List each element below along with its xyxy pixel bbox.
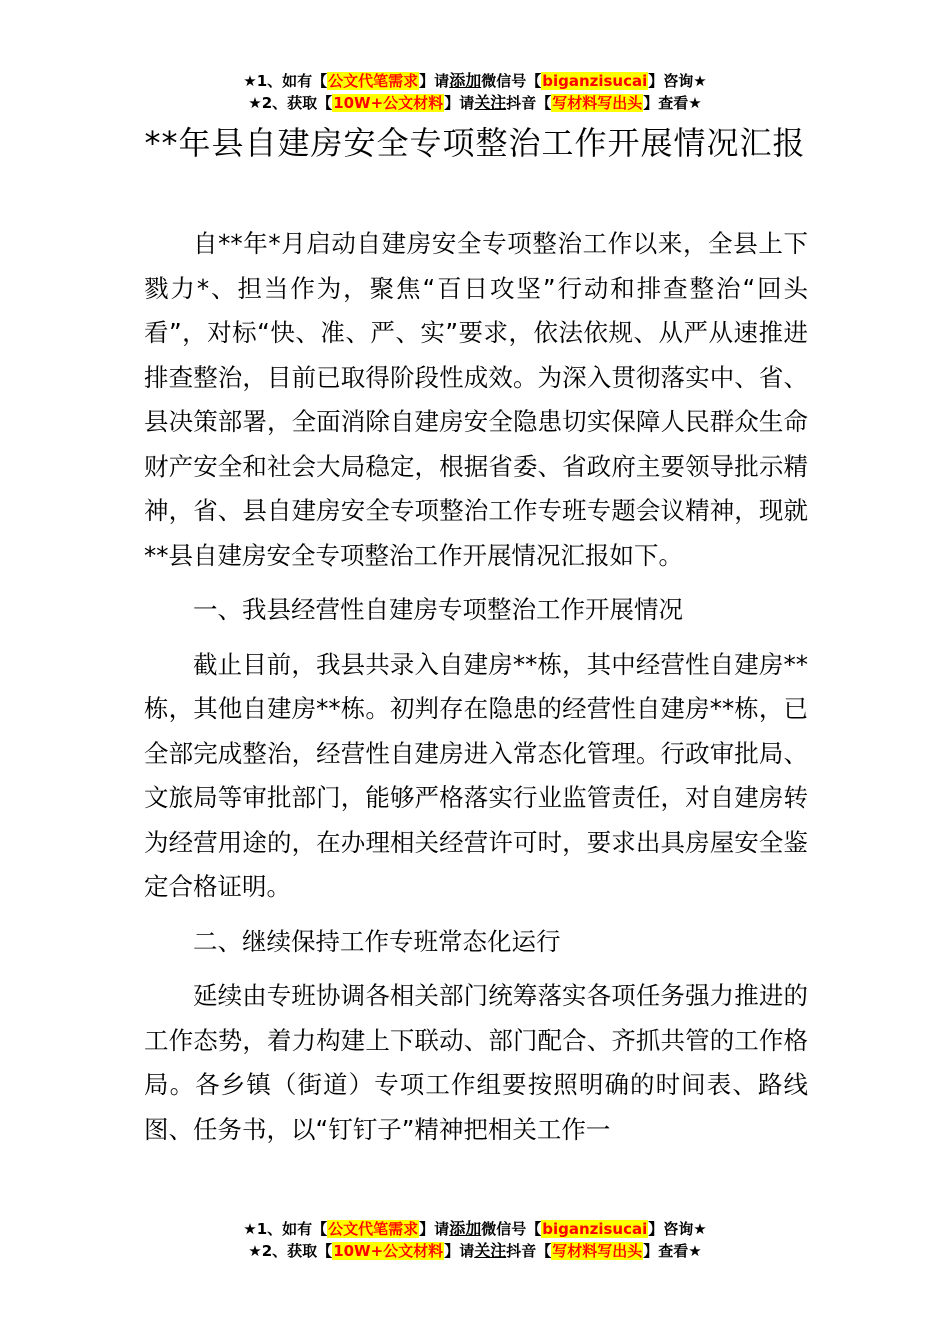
- document-title: **年县自建房安全专项整治工作开展情况汇报: [144, 124, 806, 162]
- highlight-wechat-id: biganzisucai: [542, 72, 648, 90]
- highlight-wechat-id: biganzisucai: [542, 1220, 648, 1238]
- banner-line-2: ★2、获取【10W+公文材料】请关注抖音【写材料写出头】查看★: [248, 93, 702, 112]
- highlight-materials: 10W+公文材料: [333, 1242, 444, 1260]
- highlight-douyin-account: 写材料写出头: [552, 94, 643, 112]
- bottom-banner: [0, 1218, 950, 1262]
- highlight-service: 公文代笔需求: [328, 72, 419, 90]
- section-heading-1: 一、我县经营性自建房专项整治工作开展情况: [193, 595, 683, 624]
- document-body: [144, 222, 808, 1162]
- highlight-douyin-account: 写材料写出头: [552, 1242, 643, 1260]
- intro-paragraph: 自**年*月启动自建房安全专项整治工作以来，全县上下戮力*、担当作为，聚焦“百日攻坚”行动和排查整治“回头看”，对标“快、准、严、实”要求，依法依规、从严从速推进排查整治，目前已取得阶段性成效。为深入贯彻落实中、省、县决策部署，全面消除自建房安全隐患切实保障人民群众生命财产安全和社会大局稳定，根据省委、省政府主要领导批示精神，省、县自建房安全专项整治工作专班专题会议精神，现就**县自建房安全专项整治工作开展情况汇报如下。: [144, 229, 808, 570]
- top-banner: [0, 70, 950, 114]
- banner-line-2: ★2、获取【10W+公文材料】请关注抖音【写材料写出头】查看★: [248, 1241, 702, 1260]
- section-heading-2: 二、继续保持工作专班常态化运行: [193, 926, 561, 956]
- section-1-paragraph: 截止目前，我县共录入自建房**栋，其中经营性自建房**栋，其他自建房**栋。初判存在隐患的经营性自建房**栋，已全部完成整治，经营性自建房进入常态化管理。行政审批局、文旅局等审批部门，能够严格落实行业监管责任，对自建房转为经营用途的，在办理相关经营许可时，要求出具房屋安全鉴定合格证明。: [144, 649, 808, 901]
- highlight-materials: 10W+公文材料: [333, 94, 444, 112]
- section-2-paragraph: 延续由专班协调各相关部门统筹落实各项任务强力推进的工作态势，着力构建上下联动、部门配合、齐抓共管的工作格局。各乡镇（街道）专项工作组要按照明确的时间表、路线图、任务书，以“钉钉子”精神把相关工作一: [144, 981, 808, 1144]
- banner-line-1: ★1、如有【公文代笔需求】请添加微信号【biganzisucai】咨询★: [243, 1219, 707, 1238]
- highlight-service: 公文代笔需求: [328, 1220, 419, 1238]
- banner-line-1: ★1、如有【公文代笔需求】请添加微信号【biganzisucai】咨询★: [243, 71, 707, 90]
